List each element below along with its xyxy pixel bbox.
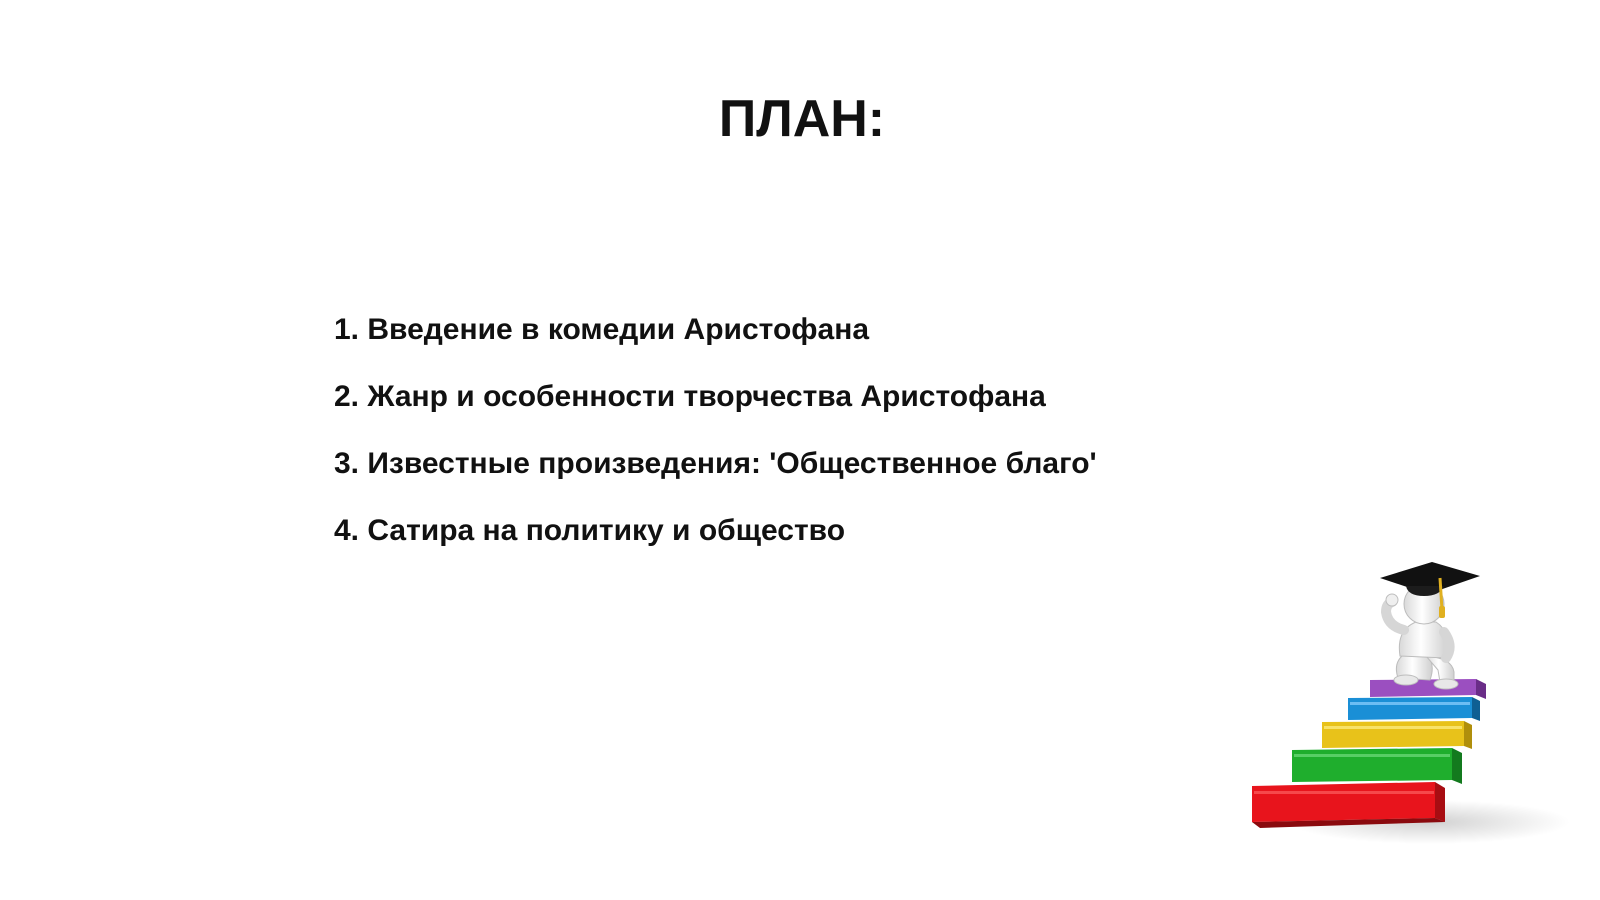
plan-item-1: 1. Введение в комедии Аристофана bbox=[334, 313, 870, 346]
graduate-figure bbox=[1380, 562, 1480, 689]
graduate-on-books-icon bbox=[1240, 560, 1580, 880]
plan-item-3: 3. Известные произведения: 'Общественное благо' bbox=[334, 447, 1097, 480]
plan-item-4: 4. Сатира на политику и общество bbox=[334, 514, 846, 547]
plan-list bbox=[334, 312, 1097, 580]
slide-title-text: ПЛАН: bbox=[718, 90, 886, 148]
plan-item-2: 2. Жанр и особенности творчества Аристофана bbox=[334, 380, 1046, 413]
slide-title bbox=[0, 88, 1600, 150]
